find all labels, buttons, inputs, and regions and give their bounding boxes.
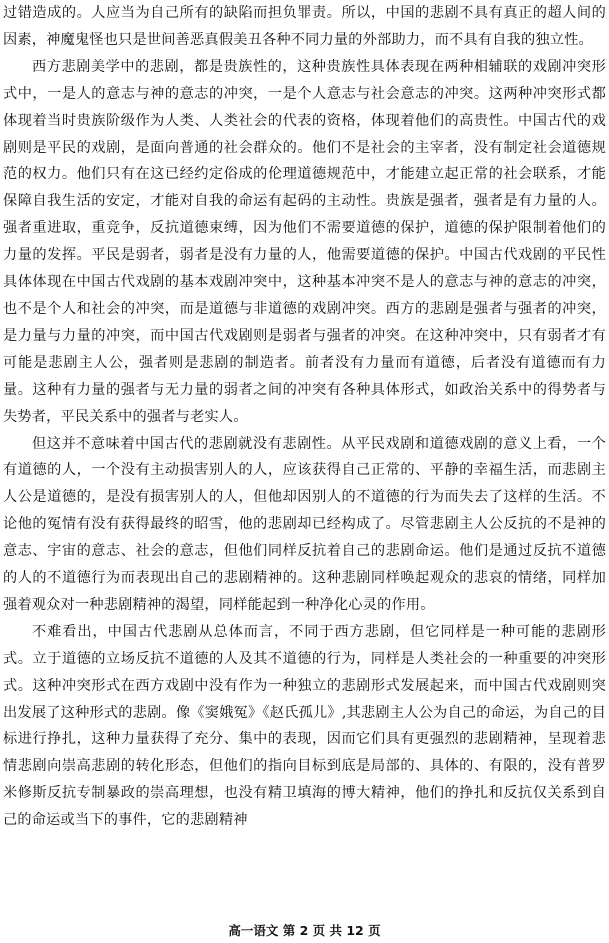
paragraph-2: 西方悲剧美学中的悲剧，都是贵族性的，这种贵族性具体表现在两种相辅联的戏剧冲突形式中，一是人的意志与神的意志的冲突，一是个人意志与社会意志的冲突。这两种冲突形式都体现着当时贵族阶级作为人类、人类社会的代表的资格，体现着他们的高贵性。中国古代的戏剧则是平民的戏剧，是面向普通的社会群众的。他们不是社会的主宰者，没有制定社会道德规范的权力。他们只有在这已经约定俗成的伦理道德规范中，才能建立起正常的社会联系，才能保障自我生活的安定，才能对自我的命运有起码的主动性。贵族是强者，强者是有力量的人。强者重进取，重竞争，反抗道德束缚，因为他们不需要道德的保护，道德的保护限制着他们的力量的发挥。平民是弱者，弱者是没有力量的人，他需要道德的保护。中国古代戏剧的平民性具体体现在中国古代戏剧的基本戏剧冲突中，这种基本冲突不是人的意志与神的意志的冲突，也不是个人和社会的冲突，而是道德与非道德的戏剧冲突。西方的悲剧是强者与强者的冲突，是力量与力量的冲突，而中国古代戏剧则是弱者与强者的冲突。在这种冲突中，只有弱者才有可能是悲剧主人公，强者则是悲剧的制造者。前者没有力量而有道德，后者没有道德而有力量。这种有力量的强者与无力量的弱者之间的冲突有各种具体形式，如政治关系中的得势者与失势者，平民关系中的强者与老实人。 [3, 58, 606, 425]
document-page [3, 0, 606, 834]
paragraph-3: 但这并不意味着中国古代的悲剧就没有悲剧性。从平民戏剧和道德戏剧的意义上看，一个有道德的人，一个没有主动损害别人的人，应该获得自己正常的、平静的幸福生活，而悲剧主人公是道德的，是没有损害别人的人，但他却因别人的不道德的行为而失去了这样的生活。不论他的冤情有没有获得最终的昭雪，他的悲剧却已经构成了。尽管悲剧主人公反抗的不是神的意志、宇宙的意志、社会的意志，但他们同样反抗着自己的悲剧命运。他们是通过反抗不道德的人的不道德行为而表现出自己的悲剧精神的。这种悲剧同样唤起观众的悲哀的情绪，同样加强着观众对一种悲剧精神的渴望，同样能起到一种净化心灵的作用。 [3, 435, 606, 613]
page-footer: 高一语文 第 2 页 共 12 页 [228, 923, 381, 938]
paragraph-4: 不难看出，中国古代悲剧从总体而言，不同于西方悲剧，但它同样是一种可能的悲剧形式。立于道德的立场反抗不道德的人及其不道德的行为，同样是人类社会的一种重要的冲突形式。这种冲突形式在西方戏剧中没有作为一种独立的悲剧形式发展起来，而中国古代戏剧则突出发展了这种形式的悲剧。像《窦娥冤》《赵氏孤儿》,其悲剧主人公为自己的命运，为自己的目标进行挣扎，这种力量获得了充分、集中的表现，因而它们具有更强烈的悲剧精神，呈现着悲情悲剧向崇高悲剧的转化形态，但他们的指向目标到底是局部的、具体的、有限的，没有普罗米修斯反抗专制暴政的崇高理想，也没有精卫填海的博大精神，他们的挣扎和反抗仅关系到自己的命运或当下的事件，它的悲剧精神 [3, 623, 606, 829]
paragraph-1: 过错造成的。人应当为自己所有的缺陷而担负罪责。所以，中国的悲剧不具有真正的超人间的因素，神魔鬼怪也只是世间善恶真假美丑各种不同力量的外部助力，而不具有自我的独立性。 [3, 5, 606, 48]
